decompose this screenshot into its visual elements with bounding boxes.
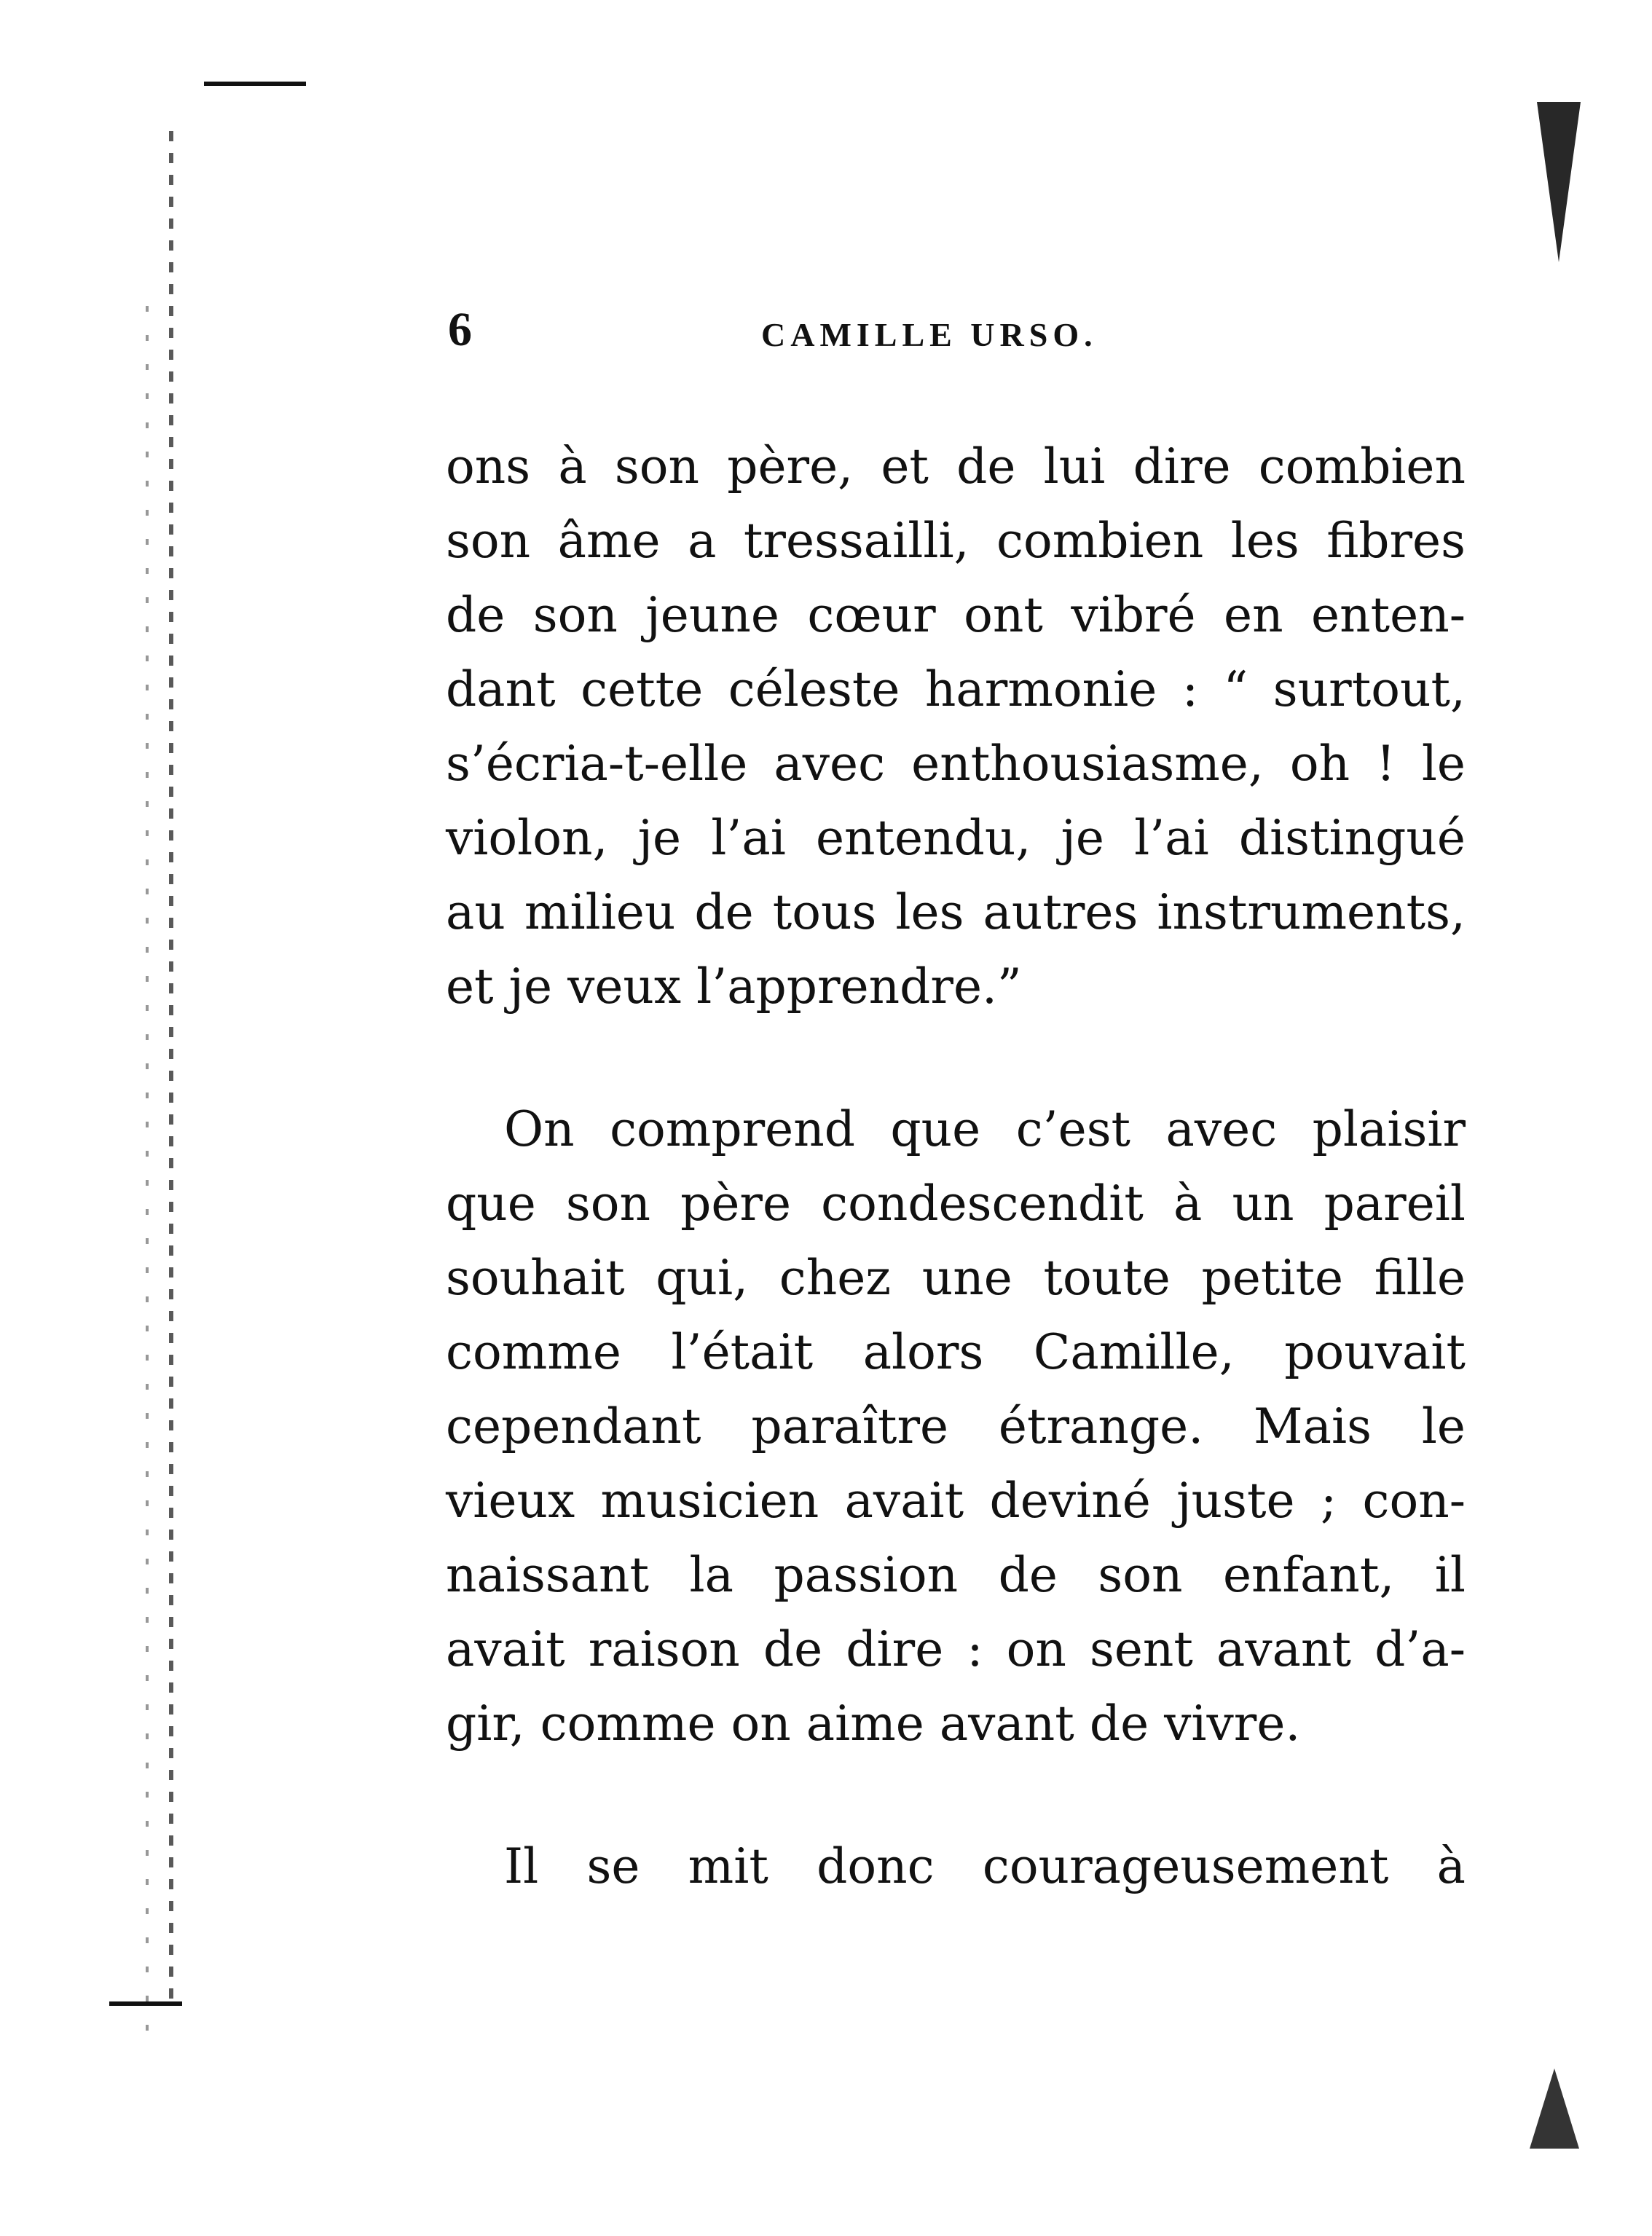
paragraph-1 [446, 430, 1466, 1024]
text-line: naissant la passion de son enfant, il [446, 1547, 1466, 1603]
text-line: Il se mit donc courageusement à [504, 1838, 1466, 1894]
text-line: violon, je l’ai entendu, je l’ai distingué [446, 810, 1466, 866]
paragraph-3 [446, 1830, 1466, 1904]
text-line: gir, comme on aime avant de vivre. [446, 1696, 1301, 1752]
text-line: que son père condescendit à un pareil [446, 1176, 1466, 1232]
text-line: s’écria-t-elle avec enthousiasme, oh ! le [446, 736, 1466, 792]
text-line: de son jeune cœur ont vibré en enten- [446, 587, 1466, 643]
scan-top-mark [204, 82, 306, 86]
scan-corner-mark-bottom [1530, 2068, 1579, 2149]
text-line: son âme a tressailli, combien les fibres [446, 513, 1466, 569]
body-text [446, 430, 1466, 1904]
text-line: comme l’était alors Camille, pouvait [446, 1324, 1466, 1380]
text-line: ons à son père, et de lui dire combien [446, 438, 1466, 495]
text-line: dant cette céleste harmonie : “ surtout, [446, 661, 1466, 717]
text-line: au milieu de tous les autres instruments, [446, 884, 1466, 940]
text-line: avait raison de dire : on sent avant d’a- [446, 1621, 1466, 1677]
scan-binding-edge [169, 131, 173, 2010]
text-line: On comprend que c’est avec plaisir [504, 1101, 1466, 1157]
scan-binding-shadow [146, 306, 149, 2054]
paragraph-2 [446, 1093, 1466, 1761]
paragraph-gap [446, 1761, 1466, 1830]
page-number: 6 [448, 303, 472, 356]
text-line: souhait qui, chez une toute petite fille [446, 1250, 1466, 1306]
text-line: et je veux l’apprendre.” [446, 958, 1022, 1015]
text-line: vieux musicien avait deviné juste ; con- [446, 1473, 1466, 1529]
page-header [448, 302, 1468, 361]
running-title: CAMILLE URSO. [761, 316, 1098, 353]
scan-bottom-mark [109, 2001, 182, 2006]
paragraph-gap [446, 1024, 1466, 1093]
text-line: cependant paraître étrange. Mais le [446, 1398, 1466, 1454]
scan-corner-mark-top [1537, 102, 1581, 262]
